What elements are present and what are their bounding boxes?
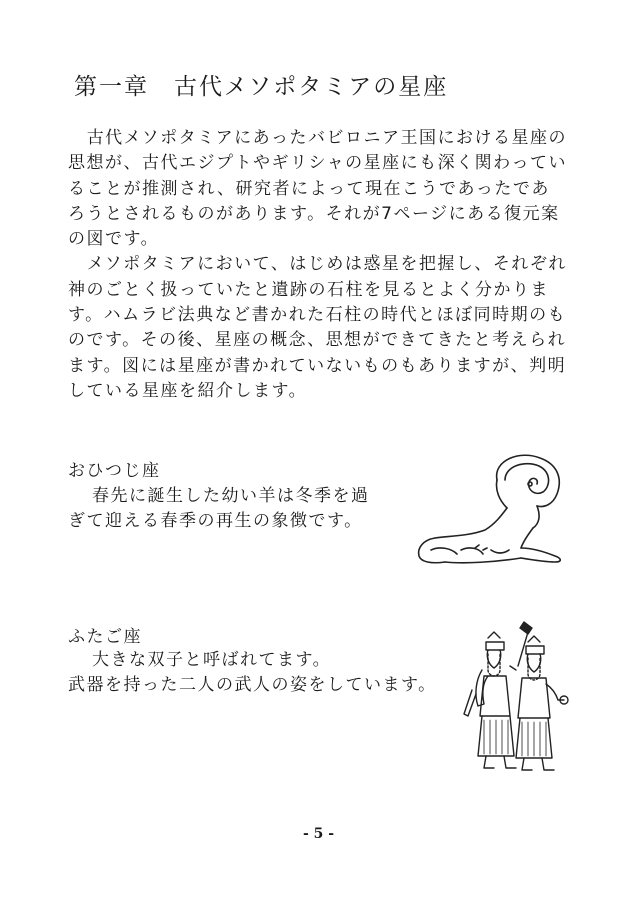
page-number: - 5 -	[302, 826, 335, 842]
aries-line-2: ぎて迎える春季の再生の象徴です。	[68, 511, 363, 531]
aries-heading: おひつじ座	[68, 461, 161, 481]
gemini-line-2: 武器を持った二人の武人の姿をしています。	[68, 675, 437, 695]
gemini-heading: ふたご座	[68, 627, 142, 647]
ram-icon	[405, 450, 570, 575]
intro-text	[68, 126, 568, 404]
twin-warriors-icon	[458, 620, 570, 780]
intro-paragraph-2: メソポタミアにおいて、はじめは惑星を把握し、それぞれ神のごとく扱っていたと遺跡の石柱を見るとよく分かります。ハムラビ法典など書かれた石柱の時代とほぼ同時期のものです。その後、星座の概念、思想ができてきたと考えられます。図には星座が書かれていないものもありますが、判明している星座を紹介します。	[68, 254, 567, 401]
aries-line-1: 春先に誕生した幼い羊は冬季を過	[92, 486, 370, 506]
intro-paragraph-1: 古代メソポタミアにあったバビロニア王国における星座の思想が、古代エジプトやギリシャの星座にも深く関わっていることが推測され、研究者によって現在こうであったであろうとされるものがあります。それが7ページにある復元案の図です。	[68, 128, 568, 250]
gemini-description	[68, 648, 437, 698]
aries-description	[68, 484, 370, 534]
chapter-title: 第一章 古代メソポタミアの星座	[74, 74, 449, 100]
gemini-line-1: 大きな双子と呼ばれてます。	[92, 650, 332, 670]
